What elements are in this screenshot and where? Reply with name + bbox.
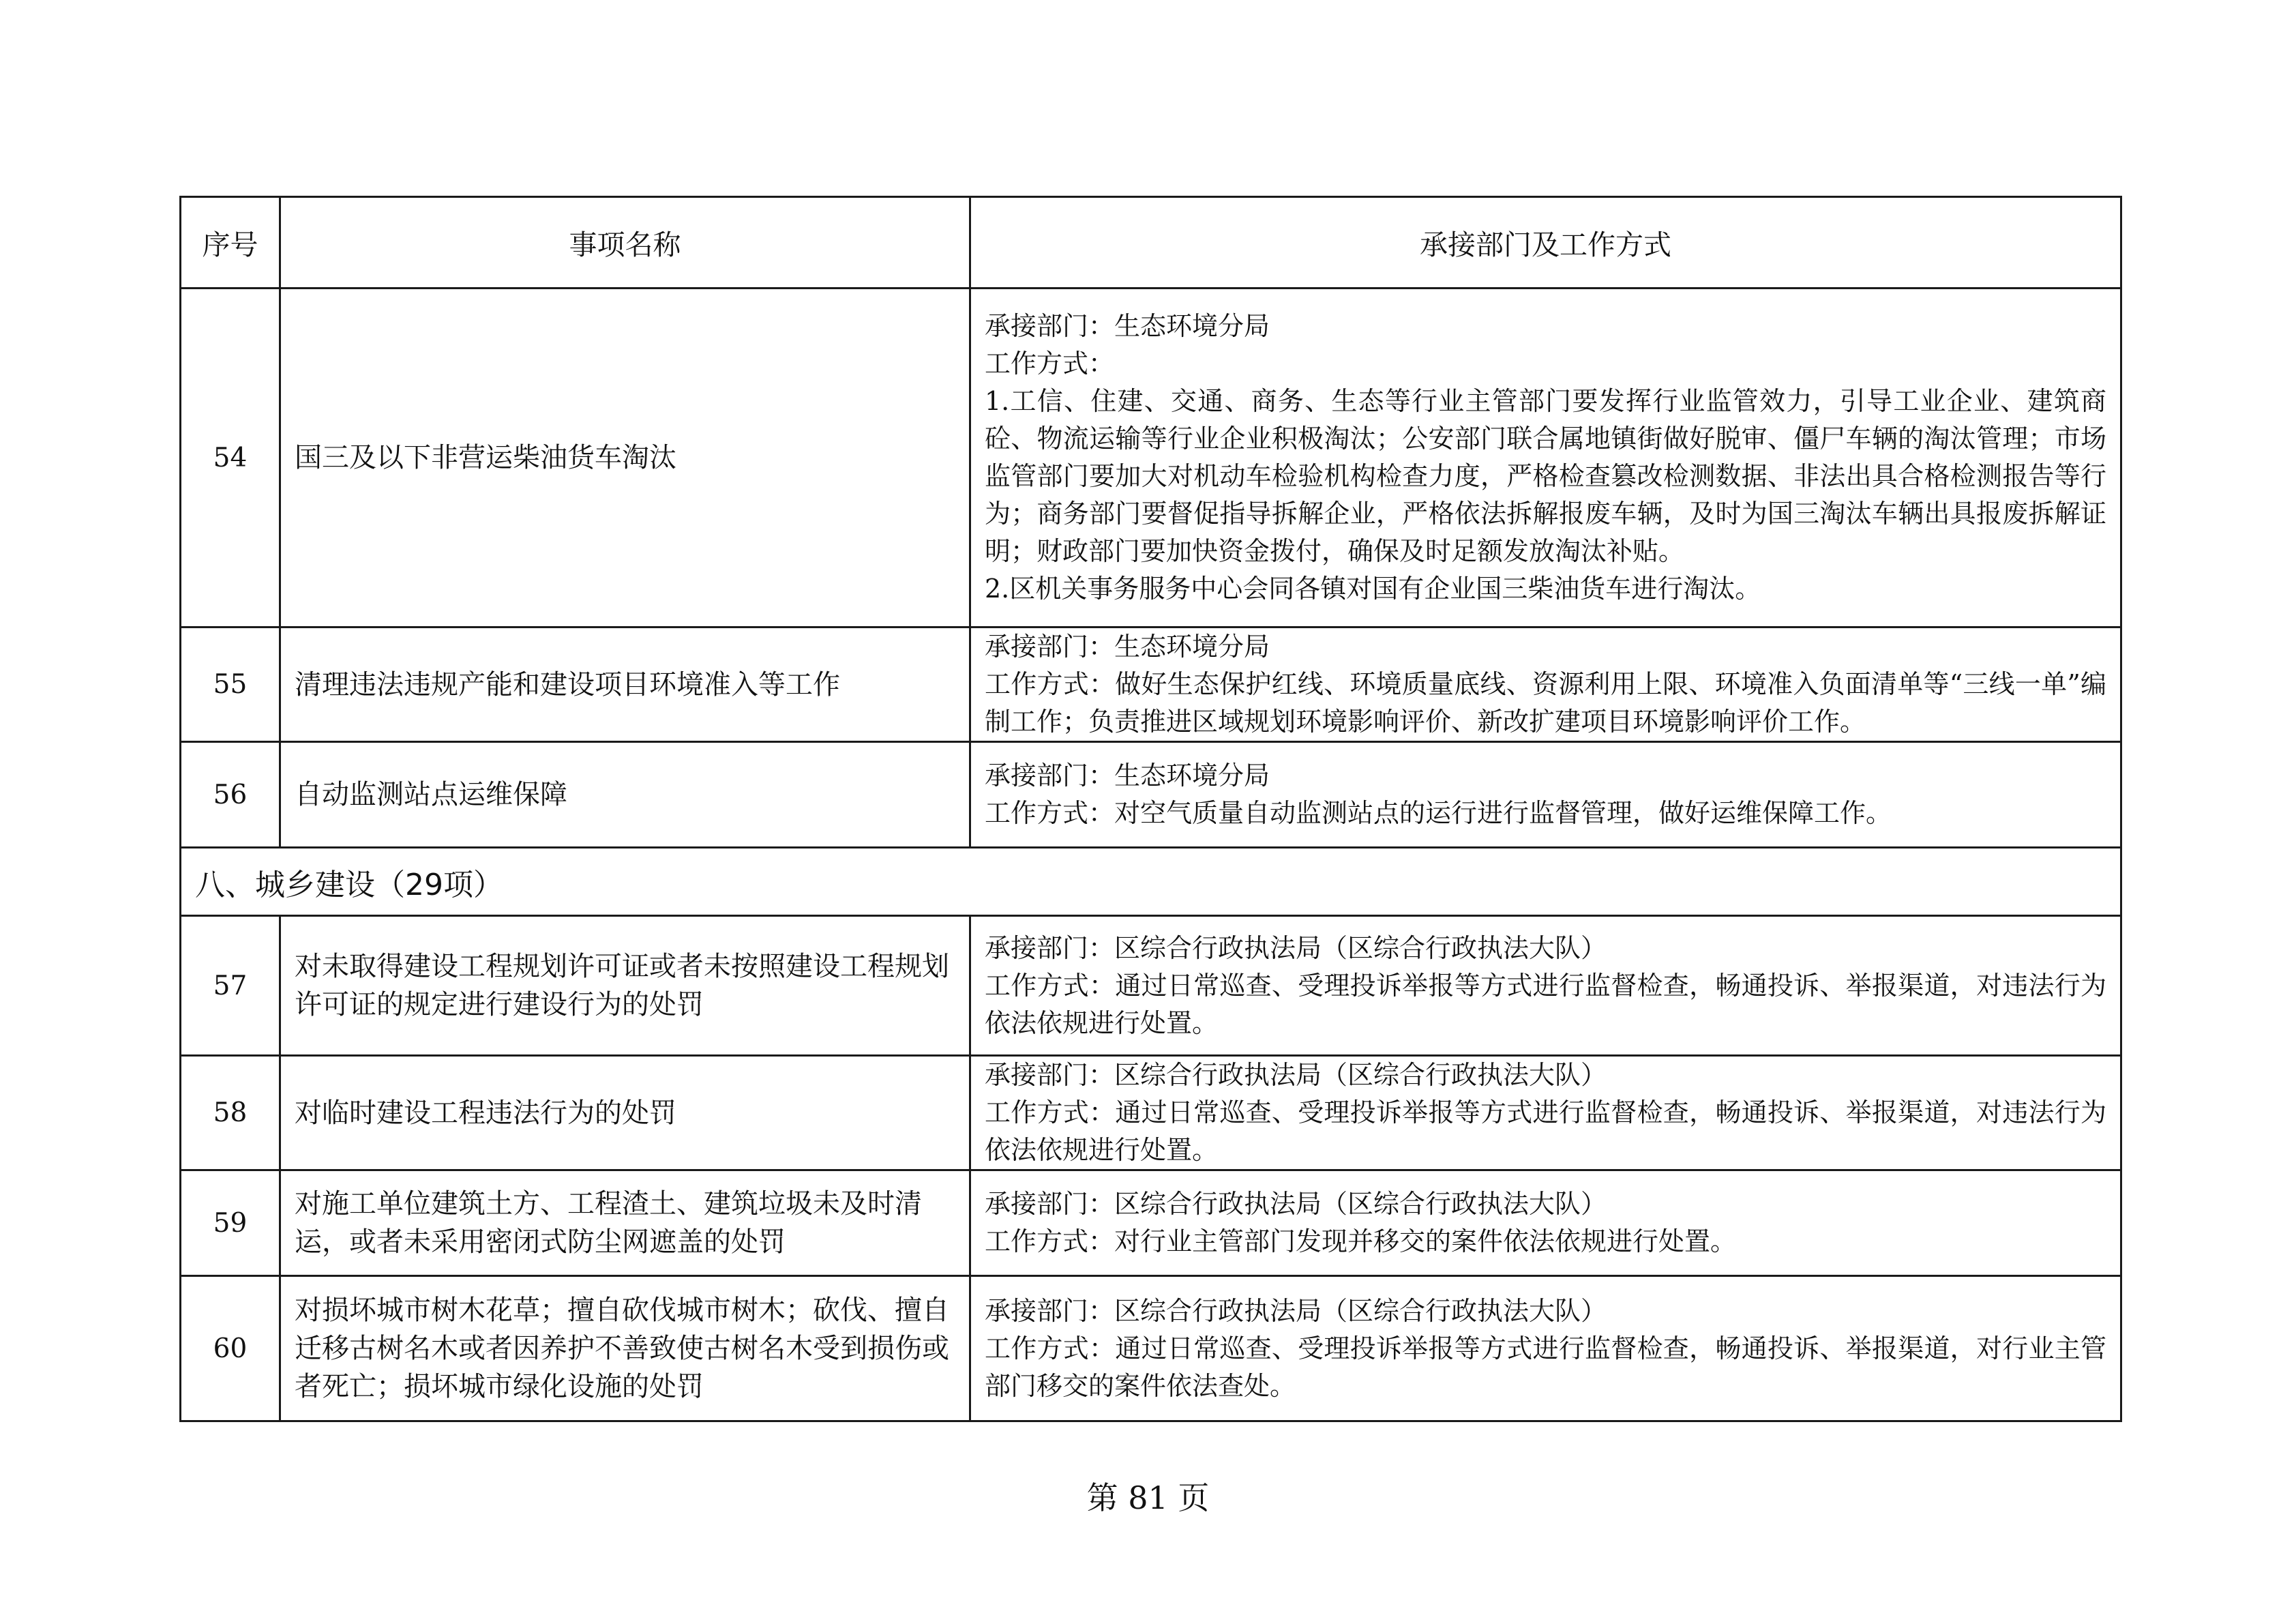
row-department-method	[970, 289, 2121, 628]
row-number: 60	[181, 1276, 280, 1421]
department-text: 承接部门：区综合行政执法局（区综合行政执法大队）	[985, 1060, 1607, 1090]
method-text: 工作方式：通过日常巡查、受理投诉举报等方式进行监督检查，畅通投诉、举报渠道，对违法行为依法依规进行处置。	[985, 970, 2106, 1038]
row-matter-name: 对施工单位建筑土方、工程渣土、建筑垃圾未及时清运，或者未采用密闭式防尘网遮盖的处罚	[280, 1170, 970, 1276]
row-department-method	[970, 628, 2121, 742]
table-header-row	[181, 197, 2121, 289]
row-number: 57	[181, 916, 280, 1056]
row-matter-name: 对未取得建设工程规划许可证或者未按照建设工程规划许可证的规定进行建设行为的处罚	[280, 916, 970, 1056]
department-text: 承接部门：生态环境分局	[985, 311, 1270, 341]
department-text: 承接部门：生态环境分局	[985, 632, 1270, 662]
method-text: 工作方式：通过日常巡查、受理投诉举报等方式进行监督检查，畅通投诉、举报渠道，对违法行为依法依规进行处置。	[985, 1097, 2106, 1165]
table-row	[181, 1276, 2121, 1421]
department-text: 承接部门：生态环境分局	[985, 761, 1270, 791]
method-text: 工作方式：对空气质量自动监测站点的运行进行监督管理，做好运维保障工作。	[985, 798, 1892, 828]
table-row	[181, 742, 2121, 848]
department-text: 承接部门：区综合行政执法局（区综合行政执法大队）	[985, 1295, 1607, 1326]
table-row	[181, 289, 2121, 628]
table-row	[181, 1170, 2121, 1276]
row-matter-name: 对临时建设工程违法行为的处罚	[280, 1056, 970, 1170]
method-label: 工作方式：	[985, 349, 1115, 379]
method-text: 工作方式：对行业主管部门发现并移交的案件依法依规进行处置。	[985, 1226, 1737, 1256]
row-matter-name: 国三及以下非营运柴油货车淘汰	[280, 289, 970, 628]
method-item-1: 1.工信、住建、交通、商务、生态等行业主管部门要发挥行业监管效力，引导工业企业、建筑商砼、物流运输等行业企业积极淘汰；公安部门联合属地镇街做好脱审、僵尸车辆的淘汰管理；市场监管部门要加大对机动车检验机构检查力度，严格检查篡改检测数据、非法出具合格检测报告等行为；商务部门要督促指导拆解企业，严格依法拆解报废车辆，及时为国三淘汰车辆出具报废拆解证明；财政部门要加快资金拨付，确保及时足额发放淘汰补贴。	[985, 386, 2106, 566]
header-department-method: 承接部门及工作方式	[970, 197, 2121, 289]
row-department-method	[970, 916, 2121, 1056]
row-matter-name: 清理违法违规产能和建设项目环境准入等工作	[280, 628, 970, 742]
department-text: 承接部门：区综合行政执法局（区综合行政执法大队）	[985, 932, 1607, 963]
row-department-method	[970, 742, 2121, 848]
table-row	[181, 916, 2121, 1056]
table-row	[181, 1056, 2121, 1170]
row-matter-name: 对损坏城市树木花草；擅自砍伐城市树木；砍伐、擅自迁移古树名木或者因养护不善致使古树名木受到损伤或者死亡；损坏城市绿化设施的处罚	[280, 1276, 970, 1421]
section-title: 八、城乡建设（29项）	[181, 848, 2121, 916]
matters-table	[179, 196, 2122, 1422]
row-department-method	[970, 1276, 2121, 1421]
page-number: 第 81 页	[1086, 1479, 1210, 1516]
department-text: 承接部门：区综合行政执法局（区综合行政执法大队）	[985, 1189, 1607, 1219]
header-serial-number: 序号	[181, 197, 280, 289]
row-department-method	[970, 1170, 2121, 1276]
row-number: 55	[181, 628, 280, 742]
row-matter-name: 自动监测站点运维保障	[280, 742, 970, 848]
method-text: 工作方式：做好生态保护红线、环境质量底线、资源利用上限、环境准入负面清单等“三线一单”编制工作；负责推进区域规划环境影响评价、新改扩建项目环境影响评价工作。	[985, 669, 2106, 737]
section-row	[181, 848, 2121, 916]
method-text: 工作方式：通过日常巡查、受理投诉举报等方式进行监督检查，畅通投诉、举报渠道，对行业主管部门移交的案件依法查处。	[985, 1333, 2106, 1401]
row-number: 58	[181, 1056, 280, 1170]
row-number: 56	[181, 742, 280, 848]
row-number: 54	[181, 289, 280, 628]
header-matter-name: 事项名称	[280, 197, 970, 289]
row-department-method	[970, 1056, 2121, 1170]
table-row	[181, 628, 2121, 742]
row-number: 59	[181, 1170, 280, 1276]
method-item-2: 2.区机关事务服务中心会同各镇对国有企业国三柴油货车进行淘汰。	[985, 574, 1761, 604]
